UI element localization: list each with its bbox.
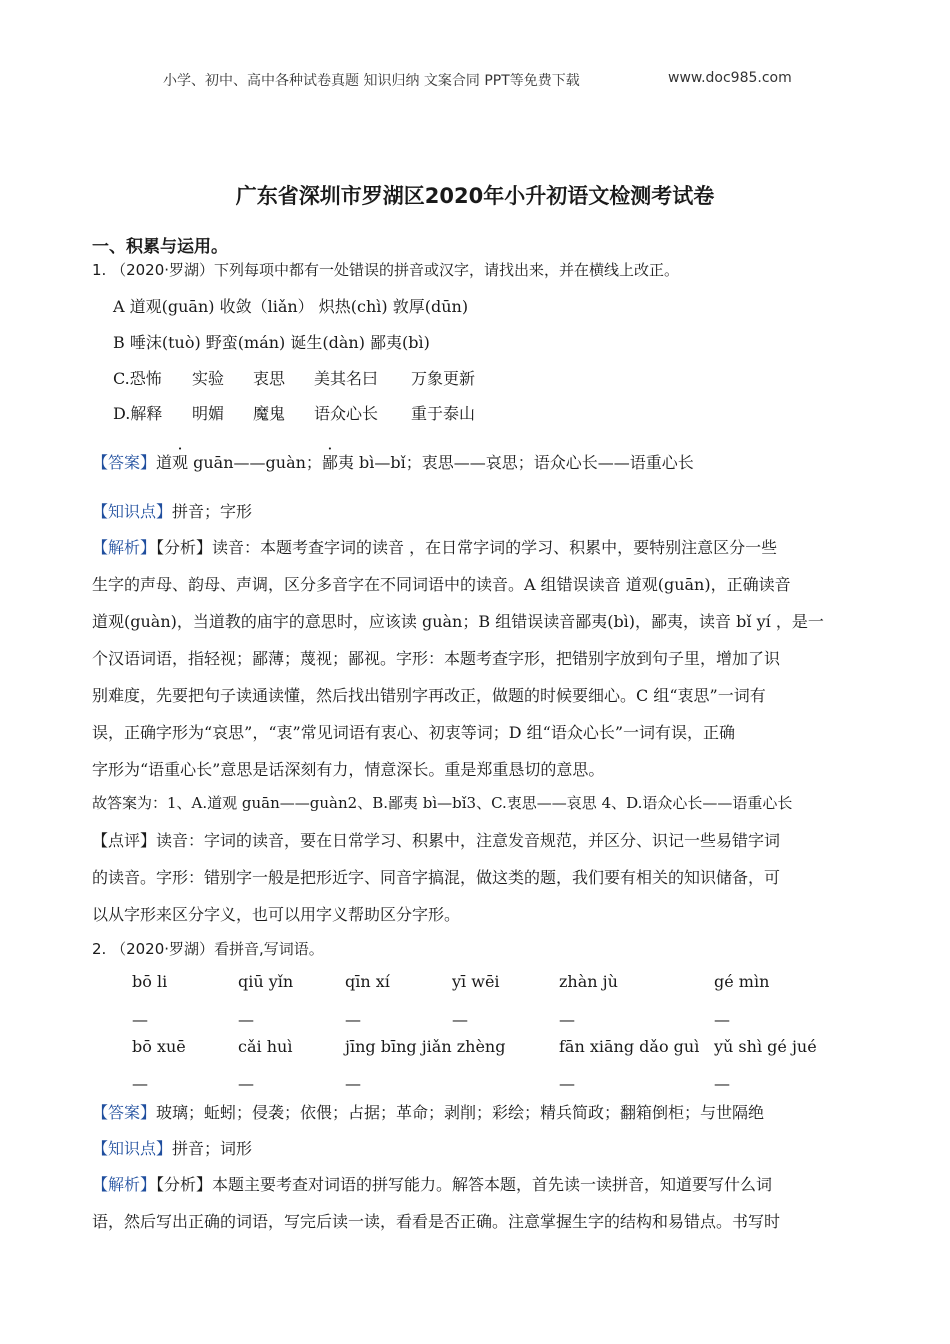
analysis-tag: 【解析】 <box>92 1175 157 1194</box>
q1-analysis-line: 字形为“语重心长”意思是话深刻有力，情意深长。重是郑重恳切的意思。 <box>92 760 605 779</box>
answer-blank[interactable]: — <box>345 1074 361 1093</box>
header-text: 小学、初中、高中各种试卷真题 知识归纳 文案合同 PPT等免费下载 <box>163 73 580 89</box>
header-url[interactable]: www.doc985.com <box>668 70 792 86</box>
q1-option-c-5: 万象更新 <box>411 369 476 388</box>
q1-analysis-line: 别难度，先要把句子读通读懂，然后找出错别字再改正，做题的时候要细心。C 组“衷思”一词有 <box>92 686 766 705</box>
q1-option-c-2: 实验 <box>192 369 225 388</box>
pinyin-item: zhàn jù <box>559 972 618 991</box>
emphasis-char: 鄙 <box>321 453 338 472</box>
analysis-tag: 【解析】 <box>92 538 157 557</box>
answer-blank[interactable]: — <box>714 1010 730 1029</box>
answer-blank[interactable]: — <box>559 1074 575 1093</box>
pinyin-item: cǎi huì <box>238 1037 293 1056</box>
q2-analysis-line: 【解析】【分析】本题主要考查对词语的拼写能力。解答本题，首先读一读拼音，知道要写什么词 <box>92 1175 773 1194</box>
pinyin-item: gé mìn <box>714 972 770 991</box>
q1-option-d-3: 魔鬼 <box>253 404 286 423</box>
q1-option-c-3: 衷思 <box>253 369 286 388</box>
q1-analysis-line: 个汉语词语，指轻视；鄙薄；蔑视；鄙视。字形：本题考查字形，把错别字放到句子里，增加了识 <box>92 649 781 668</box>
answer-tag: 【答案】 <box>92 453 157 472</box>
q1-option-d-4: 语众心长 <box>314 404 379 423</box>
pinyin-item: jīng bīng jiǎn zhèng <box>345 1037 506 1056</box>
q1-option-d-1: D.解释 <box>113 404 163 423</box>
q1-option-d-2: 明媚 <box>192 404 225 423</box>
answer-blank[interactable]: — <box>132 1010 148 1029</box>
emphasis-char: 观 <box>172 453 189 472</box>
pinyin-item: yī wēi <box>452 972 500 991</box>
q1-analysis-line: 误，正确字形为“哀思”，“衷”常见词语有衷心、初衷等词；D 组“语众心长”一词有误，正确 <box>92 723 735 742</box>
answer-blank[interactable]: — <box>559 1010 575 1029</box>
q1-answer: 【答案】道观 guān——guàn；鄙夷 bì—bǐ；衷思——哀思；语众心长——语重心长 <box>92 453 694 472</box>
q2-stem: 2. （2020·罗湖）看拼音,写词语。 <box>92 940 324 958</box>
comment-tag: 【点评】 <box>92 831 157 850</box>
q2-knowledge-point: 【知识点】拼音；词形 <box>92 1139 253 1158</box>
answer-blank[interactable]: — <box>452 1010 468 1029</box>
answer-tag: 【答案】 <box>92 1103 157 1122</box>
q2-analysis-line: 语，然后写出正确的词语，写完后读一读，看看是否正确。注意掌握生字的结构和易错点。书写时 <box>92 1212 781 1231</box>
answer-blank[interactable]: — <box>714 1074 730 1093</box>
pinyin-item: bō xuē <box>132 1037 186 1056</box>
q1-option-c-1: C.恐怖 <box>113 369 162 388</box>
pinyin-item: qiū yǐn <box>238 972 294 991</box>
pinyin-item: fān xiāng dǎo guì <box>559 1037 700 1056</box>
q1-final-answer: 故答案为：1、A.道观 guān——guàn2、B.鄙夷 bì—bǐ3、C.衷思——哀思 4、D.语众心长——语重心长 <box>92 794 793 812</box>
page-title: 广东省深圳市罗湖区2020年小升初语文检测考试卷 <box>235 184 715 208</box>
q1-comment-line: 【点评】读音：字词的读音，要在日常学习、积累中，注意发音规范，并区分、识记一些易错字词 <box>92 831 781 850</box>
section-heading: 一、积累与运用。 <box>92 237 228 257</box>
answer-blank[interactable]: — <box>345 1010 361 1029</box>
q1-knowledge-point: 【知识点】拼音；字形 <box>92 502 253 521</box>
q1-option-a: A 道观(guān) 收敛（liǎn） 炽热(chì) 敦厚(dūn) <box>113 297 469 316</box>
pinyin-item: bō li <box>132 972 168 991</box>
q1-analysis-line: 道观(guàn)，当道教的庙宇的意思时，应该读 guàn；B 组错误读音鄙夷(bì)，鄙夷，读音 bǐ yí ，是一 <box>92 612 824 631</box>
q1-option-c-4: 美其名曰 <box>314 369 379 388</box>
q2-answer: 【答案】玻璃；蚯蚓；侵袭；依偎；占据；革命；剥削；彩绘；精兵简政；翻箱倒柜；与世隔绝 <box>92 1103 765 1122</box>
pinyin-item: yǔ shì gé jué <box>714 1037 817 1056</box>
q1-analysis-line: 【解析】【分析】读音：本题考查字词的读音 ，在日常字词的学习、积累中，要特别注意区分一些 <box>92 538 778 557</box>
answer-blank[interactable]: — <box>238 1010 254 1029</box>
q1-comment-line: 以从字形来区分字义，也可以用字义帮助区分字形。 <box>92 905 461 924</box>
answer-blank[interactable]: — <box>238 1074 254 1093</box>
q1-option-b: B 唾沫(tuò) 野蛮(mán) 诞生(dàn) 鄙夷(bì) <box>113 333 430 352</box>
q1-stem: 1. （2020·罗湖）下列每项中都有一处错误的拼音或汉字，请找出来，并在横线上改正。 <box>92 261 680 279</box>
q1-comment-line: 的读音。字形：错别字一般是把形近字、同音字搞混，做这类的题，我们要有相关的知识储备，可 <box>92 868 781 887</box>
pinyin-item: qīn xí <box>345 972 390 991</box>
q1-option-d-5: 重于泰山 <box>411 404 476 423</box>
answer-blank[interactable]: — <box>132 1074 148 1093</box>
knowledge-tag: 【知识点】 <box>92 502 173 521</box>
knowledge-tag: 【知识点】 <box>92 1139 173 1158</box>
q1-analysis-line: 生字的声母、韵母、声调，区分多音字在不同词语中的读音。A 组错误读音 道观(guān)，正确读音 <box>92 575 791 594</box>
